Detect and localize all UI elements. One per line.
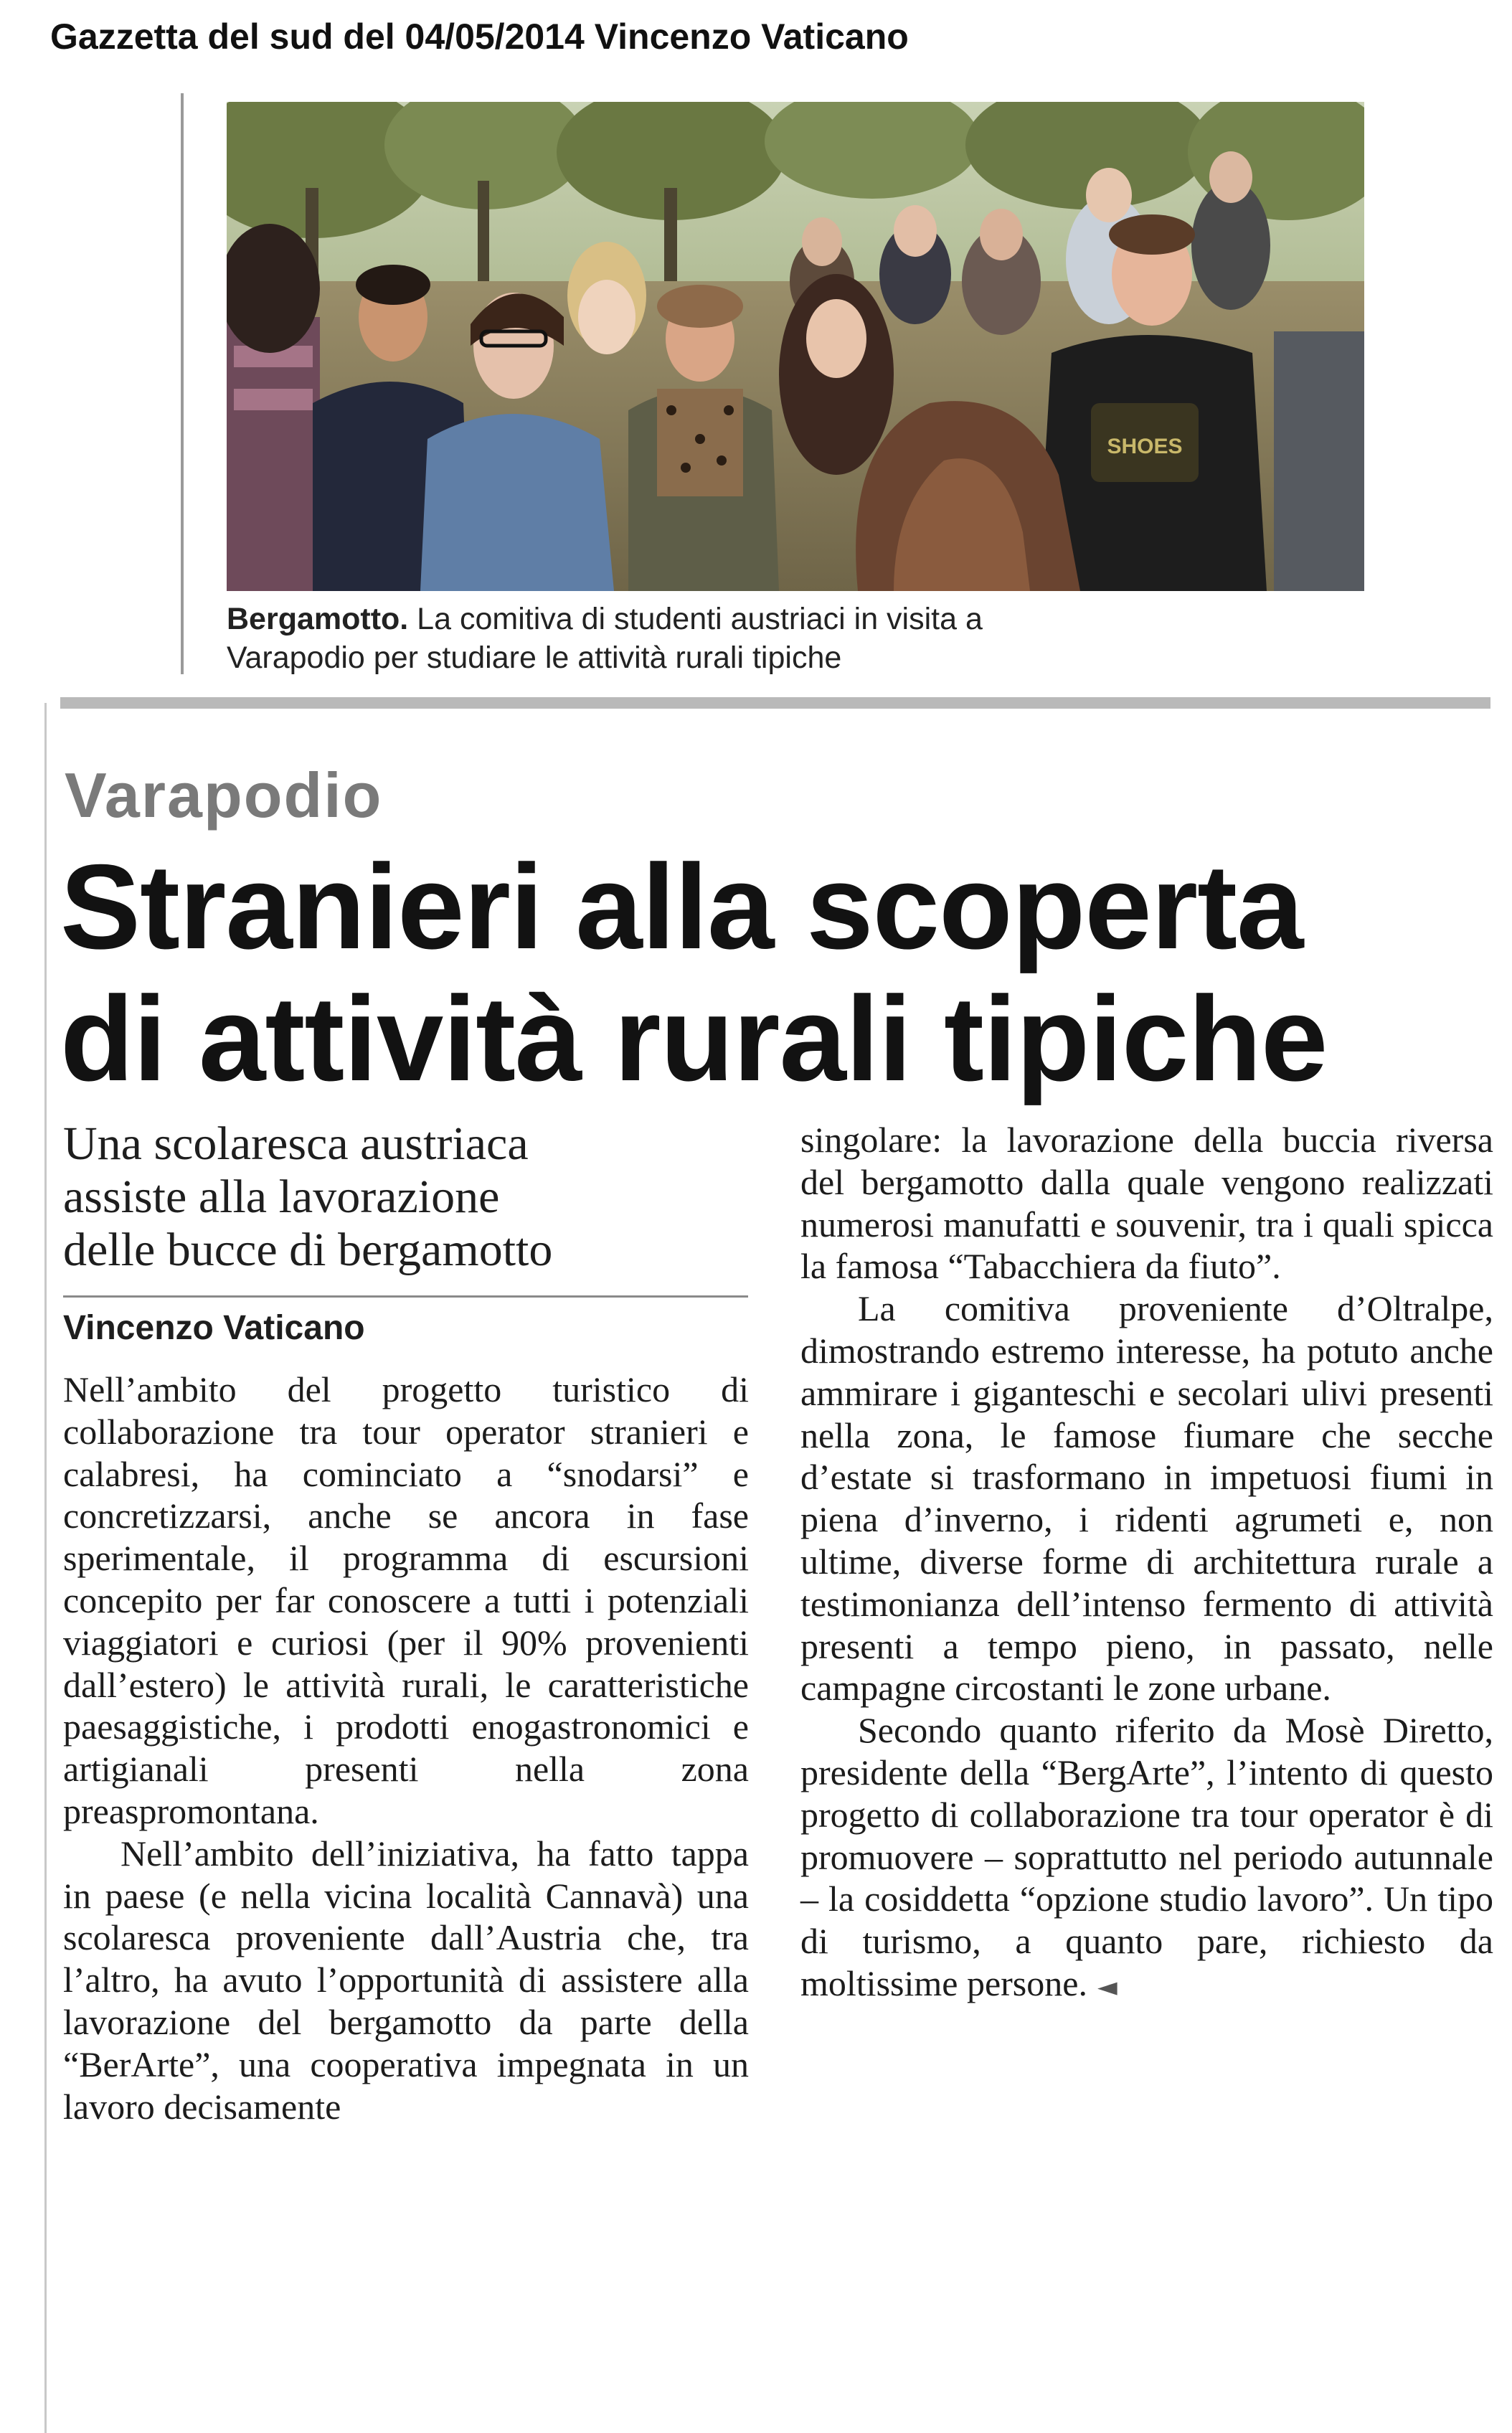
article-column-left [63, 1369, 749, 2127]
shirt-print-text: SHOES [1107, 435, 1183, 458]
subhead-line-2: assiste alla lavorazione [63, 1171, 500, 1223]
paragraph-1: Nell’ambito del progetto turistico di collaborazione tra tour operator stranieri e calabresi, ha cominciato a “snodarsi” e concretizzarsi, anche se ancora in fase sperimentale, il programma di escursioni concepito per far conoscere a tutti i potenziali viaggiatori e curiosi (per il 90% provenienti dall’estero) le attività rurali, le caratteristiche paesaggistiche, i prodotti enogastronomici e artigianali presenti nella zona preaspromontana. [63, 1369, 749, 1831]
paragraph-2-continued: singolare: la lavorazione della buccia riversa del bergamotto dalla quale vengono realizzati numerosi manufatti e souvenir, tra i quali spicca la famosa “Tabacchiera da fiuto”. [800, 1120, 1493, 1287]
photo-caption [227, 600, 1374, 677]
article-top-rule [60, 697, 1490, 709]
paragraph-4 [800, 1709, 1493, 2009]
caption-line-2: Varapodio per studiare le attività rurali tipiche [227, 641, 842, 675]
article-left-rule [44, 703, 47, 2433]
subhead-line-3: delle bucce di bergamotto [63, 1224, 553, 1276]
caption-text-1: La comitiva di studenti austriaci in visita a [408, 602, 983, 636]
headline-line-2: di attività rurali tipiche [60, 971, 1328, 1106]
source-header: Gazzetta del sud del 04/05/2014 Vincenzo Vaticano [50, 16, 909, 57]
paragraph-2: Nell’ambito dell’iniziativa, ha fatto tappa in paese (e nella vicina località Cannavà) una scolaresca proveniente dall’Austria che, tra l’altro, ha avuto l’opportunità di assistere alla lavorazione del bergamotto da parte della “BerArte”, una cooperativa impegnata in un lavoro decisamente [63, 1833, 749, 2127]
photo-divider [181, 93, 184, 674]
headline-line-1: Stranieri alla scoperta [60, 839, 1303, 974]
article-kicker: Varapodio [65, 760, 383, 831]
article-subhead [63, 1118, 766, 1277]
article-byline: Vincenzo Vaticano [63, 1309, 365, 1347]
article-headline [60, 841, 1502, 1105]
byline-rule [63, 1295, 748, 1298]
caption-line-1 [227, 600, 1374, 638]
end-of-article-icon: ◄ [1097, 1972, 1118, 2002]
paragraph-3: La comitiva proveniente d’Oltralpe, dimostrando estremo interesse, ha potuto anche ammirare i giganteschi e secolari ulivi presenti nella zona, le famose fiumare che secche d’estate si trasformano in impetuosi fiumi in piena d’inverno, i ridenti agrumeti e, non ultime, diverse forme di architettura rurale a testimonianza dell’intenso fermento di attività presenti a tempo pieno, in passato, nelle campagne circostanti le zone urbane. [800, 1288, 1493, 1709]
article-photo [227, 102, 1364, 591]
subhead-line-1: Una scolaresca austriaca [63, 1118, 529, 1170]
group-of-students-photo [227, 102, 1364, 591]
article-column-right [800, 1119, 1493, 2009]
paragraph-4-text: Secondo quanto riferito da Mosè Diretto, presidente della “BergArte”, l’intento di questo progetto di collaborazione tra tour operator è di promuovere – soprattutto nel periodo autunnale – la cosiddetta “opzione studio lavoro”. Un tipo di turismo, a quanto pare, richiesto da moltissime persone. [800, 1710, 1493, 2003]
caption-label: Bergamotto. [227, 602, 409, 636]
